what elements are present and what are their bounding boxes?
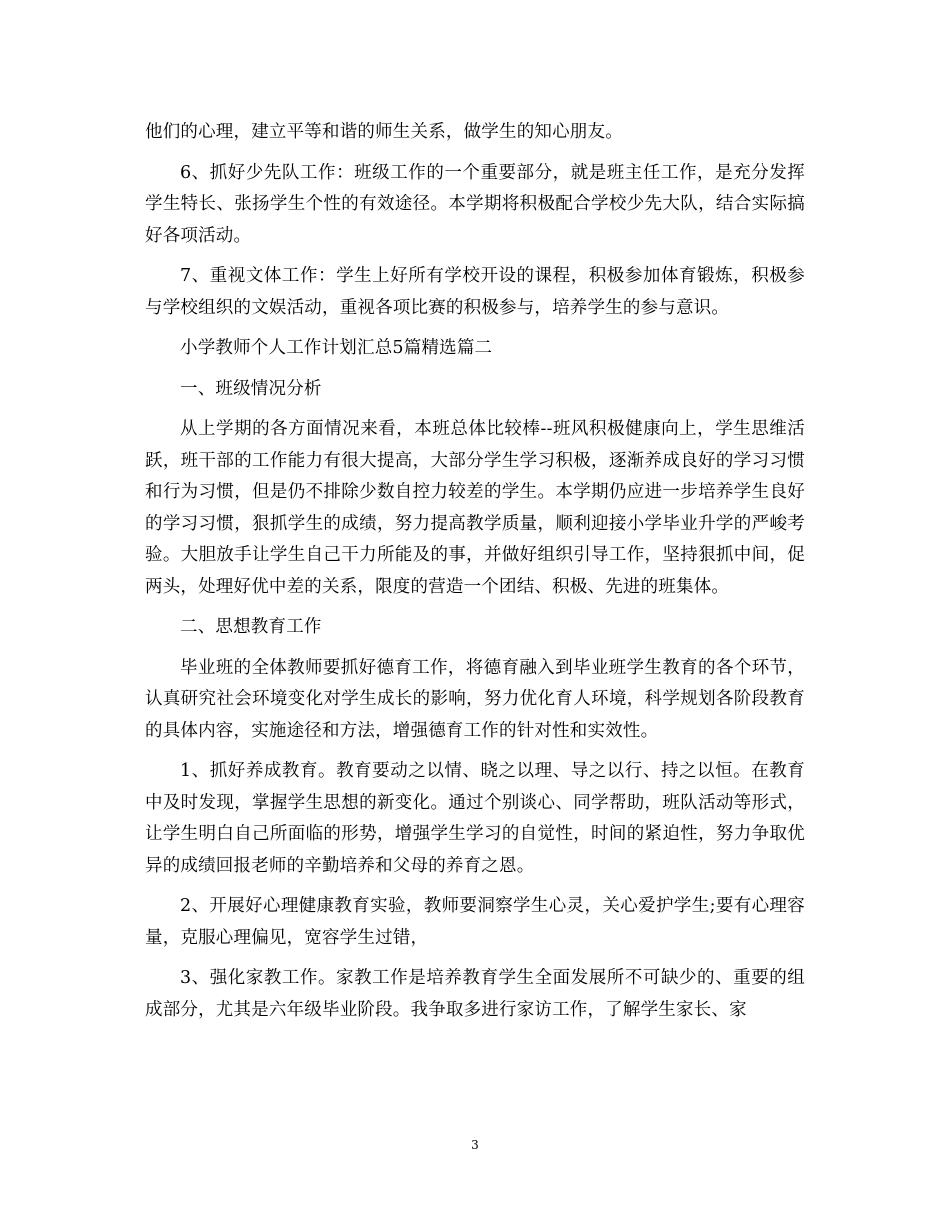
paragraph-continuation: 他们的心理，建立平等和谐的师生关系，做学生的知心朋友。 [145, 122, 623, 142]
heading-class-analysis: 一、班级情况分析 [180, 378, 322, 399]
paragraph-item-6: 6、抓好少先队工作：班级工作的一个重要部分，就是班主任工作，是充分发挥学生特长、张扬学生个性的有效途径。本学期将积极配合学校少先大队，结合实际搞好各项活动。 [145, 162, 805, 246]
paragraph-item-3: 3、强化家教工作。家教工作是培养教育学生全面发展所不可缺少的、重要的组成部分，尤其是六年级毕业阶段。我争取多进行家访工作，了解学生家长、家 [145, 968, 805, 1020]
paragraph-item-2: 2、开展好心理健康教育实验，教师要洞察学生心灵，关心爱护学生;要有心理容量，克服心理偏见，宽容学生过错， [145, 896, 805, 948]
heading-moral-education: 二、思想教育工作 [180, 617, 322, 637]
paragraph-class-analysis: 从上学期的各方面情况来看，本班总体比较棒--班风积极健康向上，学生思维活跃，班干部的工作能力有很大提高，大部分学生学习积极，逐渐养成良好的学习习惯和行为习惯，但是仍不排除少数自控力较差的学生。本学期仍应进一步培养学生良好的学习习惯，狠抓学生的成绩，努力提高教学质量，顺利迎接小学毕业升学的严峻考验。大胆放手让学生自己干力所能及的事，并做好组织引导工作，坚持狠抓中间，促两头，处理好优中差的关系，限度的营造一个团结、积极、先进的班集体。 [145, 419, 805, 597]
paragraph-moral-education: 毕业班的全体教师要抓好德育工作，将德育融入到毕业班学生教育的各个环节，认真研究社会环境变化对学生成长的影响，努力优化育人环境，科学规划各阶段教育的具体内容，实施途径和方法，增强德育工作的针对性和实效性。 [145, 657, 805, 741]
paragraph-item-1: 1、抓好养成教育。教育要动之以情、晓之以理、导之以行、持之以恒。在教育中及时发现，掌握学生思想的新变化。通过个别谈心、同学帮助，班队活动等形式，让学生明白自己所面临的形势，增强学生学习的自觉性，时间的紧迫性，努力争取优异的成绩回报老师的辛勤培养和父母的养育之恩。 [145, 761, 805, 876]
paragraph-item-7: 7、重视文体工作：学生上好所有学校开设的课程，积极参加体育锻炼，积极参与学校组织的文娱活动，重视各项比赛的积极参与，培养学生的参与意识。 [145, 266, 805, 318]
page-number: 3 [471, 1138, 479, 1152]
section-title: 小学教师个人工作计划汇总5篇精选篇二 [180, 338, 493, 358]
document-body [145, 117, 805, 1035]
